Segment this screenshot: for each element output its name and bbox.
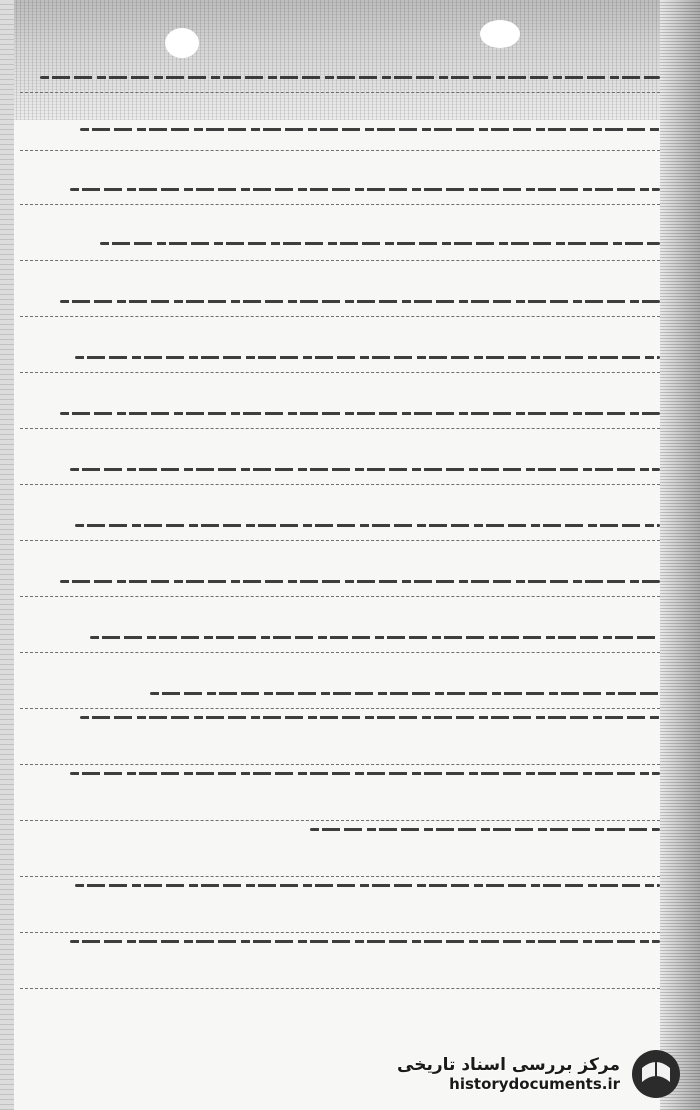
handwriting-line [75, 884, 660, 887]
handwriting-line [60, 412, 660, 415]
handwriting-line [70, 772, 660, 775]
watermark-text-block [397, 1055, 620, 1093]
ruled-line [20, 820, 660, 821]
ruled-line [20, 428, 660, 429]
handwriting-line [80, 716, 660, 719]
ruled-line [20, 652, 660, 653]
ruled-line [20, 204, 660, 205]
handwriting-line [75, 356, 660, 359]
scan-noise-top [0, 0, 700, 120]
ruled-line [20, 764, 660, 765]
handwriting-line [310, 828, 660, 831]
ruled-line [20, 932, 660, 933]
ruled-line [20, 876, 660, 877]
ruled-line [20, 708, 660, 709]
handwriting-line [70, 188, 660, 191]
ruled-line [20, 150, 660, 151]
handwriting-line [70, 468, 660, 471]
handwriting-line [75, 524, 660, 527]
ruled-line [20, 988, 660, 989]
scan-edge-left [0, 0, 14, 1110]
handwriting-line [40, 76, 660, 79]
ruled-line [20, 596, 660, 597]
archive-watermark [397, 1048, 682, 1100]
handwriting-line [70, 940, 660, 943]
scan-edge-right [660, 0, 700, 1110]
ruled-line [20, 540, 660, 541]
handwriting-line [90, 636, 660, 639]
watermark-title: مرکز بررسی اسناد تاریخی [397, 1055, 620, 1075]
ruled-line [20, 372, 660, 373]
ruled-line [20, 260, 660, 261]
handwriting-line [100, 242, 660, 245]
ruled-line [20, 484, 660, 485]
watermark-url: historydocuments.ir [449, 1075, 620, 1093]
ruled-line [20, 316, 660, 317]
handwriting-line [60, 580, 660, 583]
punch-hole [165, 28, 199, 58]
handwriting-line [150, 692, 660, 695]
punch-hole [480, 20, 520, 48]
handwriting-line [80, 128, 660, 131]
ruled-line [20, 92, 660, 93]
handwriting-line [60, 300, 660, 303]
book-logo-icon [630, 1048, 682, 1100]
